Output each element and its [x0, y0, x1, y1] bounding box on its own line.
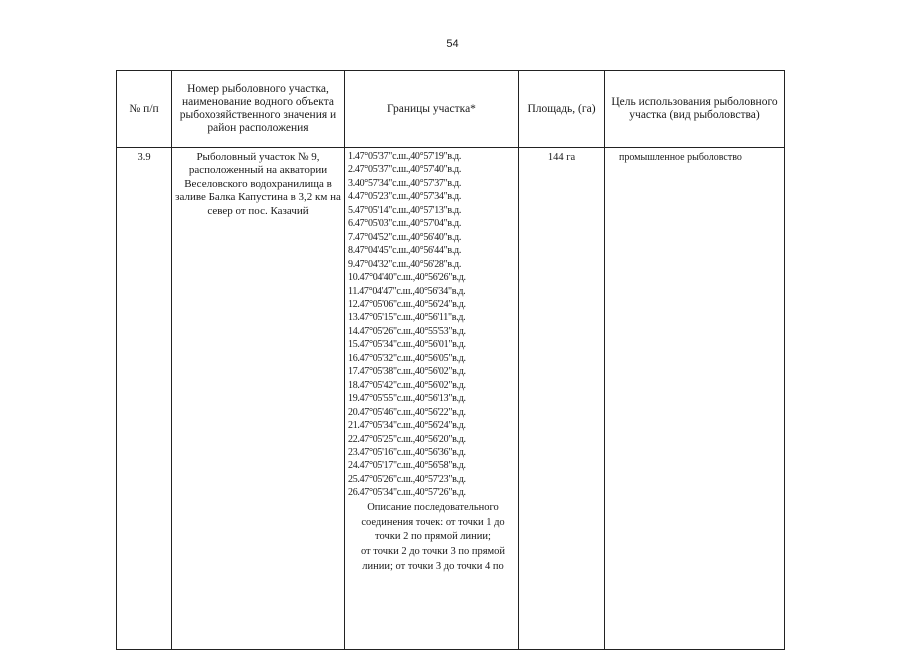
boundary-point: 26.47°05'34"с.ш.,40°57'26"в.д.: [348, 487, 466, 499]
header-name: Номер рыболовного участка, наименование водного объекта рыбохозяйственного значения и район расположения: [172, 71, 345, 148]
table-header-row: [117, 71, 785, 148]
boundary-point: 17.47°05'38"с.ш.,40°56'02"в.д.: [348, 366, 466, 378]
boundary-description: [348, 501, 518, 575]
row-name: Рыболовный участок № 9, расположенный на акватории Веселовского водохранилища в заливе Балка Капустина в 3,2 км на север от пос. Казачий: [172, 148, 345, 650]
boundary-point: 4.47°05'23"с.ш.,40°57'34"в.д.: [348, 191, 462, 203]
boundary-point: 25.47°05'26"с.ш.,40°57'23"в.д.: [348, 473, 466, 485]
boundary-description-line: линии; от точки 3 до точки 4 по: [362, 560, 504, 572]
boundary-points-list: [348, 150, 518, 500]
boundary-point: 7.47°04'52"с.ш.,40°56'40"в.д.: [348, 231, 462, 243]
row-purpose: промышленное рыболовство: [605, 148, 785, 650]
row-boundaries: [345, 148, 519, 650]
table-row: [117, 148, 785, 650]
boundary-point: 12.47°05'06"с.ш.,40°56'24"в.д.: [348, 298, 466, 310]
row-number: 3.9: [117, 148, 172, 650]
boundary-point: 5.47°05'14"с.ш.,40°57'13"в.д.: [348, 204, 462, 216]
boundary-point: 11.47°04'47"с.ш.,40°56'34"в.д.: [348, 285, 466, 297]
boundary-point: 3.40°57'34"с.ш.,40°57'37"в.д.: [348, 177, 462, 189]
boundary-point: 18.47°05'42"с.ш.,40°56'02"в.д.: [348, 379, 466, 391]
boundary-point: 10.47°04'40"с.ш.,40°56'26"в.д.: [348, 272, 466, 284]
header-purpose: Цель использования рыболовного участка (вид рыболовства): [605, 71, 785, 148]
boundary-point: 8.47°04'45"с.ш.,40°56'44"в.д.: [348, 245, 462, 257]
boundary-point: 2.47°05'37"с.ш.,40°57'40"в.д.: [348, 164, 462, 176]
boundary-point: 19.47°05'55"с.ш.,40°56'13"в.д.: [348, 393, 466, 405]
boundary-description-line: точки 2 по прямой линии;: [375, 531, 491, 543]
header-boundaries: Границы участка*: [345, 71, 519, 148]
boundary-point: 23.47°05'16"с.ш.,40°56'36"в.д.: [348, 446, 466, 458]
boundary-point: 13.47°05'15"с.ш.,40°56'11"в.д.: [348, 312, 466, 324]
fishing-areas-table: [116, 70, 785, 650]
page-number: 54: [446, 38, 459, 50]
boundary-point: 22.47°05'25"с.ш.,40°56'20"в.д.: [348, 433, 466, 445]
boundary-point: 16.47°05'32"с.ш.,40°56'05"в.д.: [348, 352, 466, 364]
boundary-point: 6.47°05'03"с.ш.,40°57'04"в.д.: [348, 218, 462, 230]
boundary-description-line: от точки 2 до точки 3 по прямой: [360, 546, 506, 558]
boundary-description-line: Описание последовательного: [367, 501, 499, 513]
boundary-point: 9.47°04'32"с.ш.,40°56'28"в.д.: [348, 258, 462, 270]
boundary-point: 20.47°05'46"с.ш.,40°56'22"в.д.: [348, 406, 466, 418]
boundary-description-line: соединения точек: от точки 1 до: [361, 516, 505, 528]
header-area: Площадь, (га): [519, 71, 605, 148]
boundary-point: 14.47°05'26"с.ш.,40°55'53"в.д.: [348, 325, 466, 337]
boundary-point: 1.47°05'37"с.ш.,40°57'19"в.д.: [348, 151, 462, 162]
boundary-point: 21.47°05'34"с.ш.,40°56'24"в.д.: [348, 420, 466, 432]
boundary-point: 24.47°05'17"с.ш.,40°56'58"в.д.: [348, 460, 466, 472]
header-number: № п/п: [117, 71, 172, 148]
row-area: 144 га: [519, 148, 605, 650]
boundary-point: 15.47°05'34"с.ш.,40°56'01"в.д.: [348, 339, 466, 351]
